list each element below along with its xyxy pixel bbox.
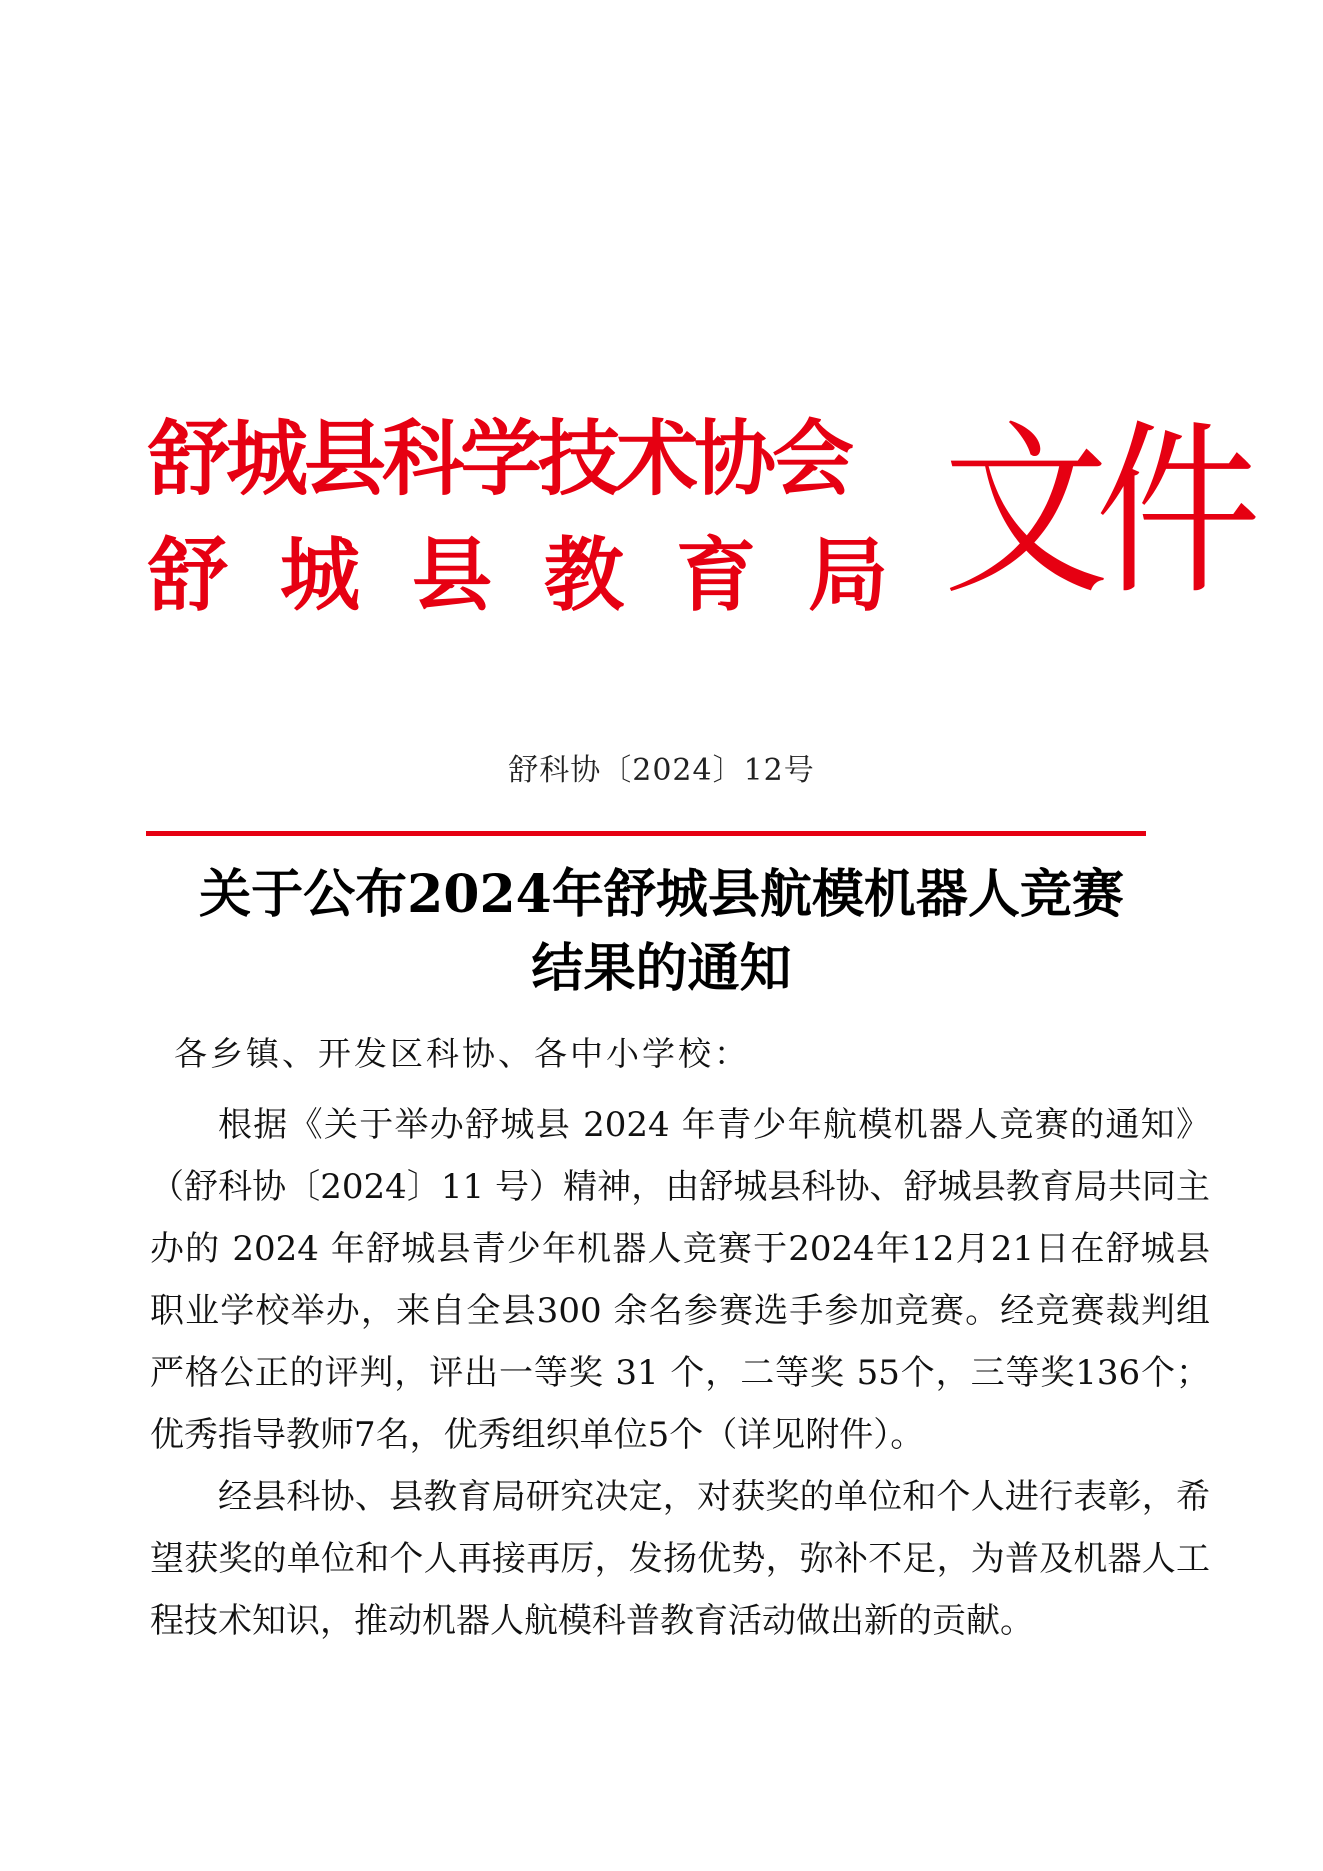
body-paragraph-2: 经县科协、县教育局研究决定，对获奖的单位和个人进行表彰，希望获奖的单位和个人再接再厉，发扬优势，弥补不足，为普及机器人工程技术知识，推动机器人航模科普教育活动做出新的贡献。	[150, 1477, 1210, 1641]
addressee: 各乡镇、开发区科协、各中小学校：	[174, 1034, 750, 1073]
document-header	[148, 398, 1247, 638]
document-body	[150, 1094, 1210, 1652]
document-title-line-2: 结果的通知	[531, 938, 792, 999]
document-number: 舒科协〔2024〕12号	[508, 753, 815, 788]
red-divider-line	[146, 831, 1146, 836]
body-paragraph-1: 根据《关于举办舒城县 2024 年青少年航模机器人竞赛的通知》（舒科协〔2024〕11 号）精神，由舒城县科协、舒城县教育局共同主办的 2024 年舒城县青少年机器人竞赛于2024年12月21日在舒城县职业学校举办，来自全县300 余名参赛选手参加竞赛。经竞赛裁判组严格公正的评判，评出一等奖 31 个，二等奖 55个，三等奖136个；优秀指导教师7名，优秀组织单位5个（详见附件）。	[150, 1105, 1210, 1455]
document-title-line-1: 关于公布2024年舒城县航模机器人竞赛	[199, 864, 1124, 925]
document-type-label: 文件	[943, 404, 1247, 621]
issuing-org-science-association: 舒城县科学技术协会	[148, 412, 851, 507]
document-title	[100, 858, 1223, 1006]
issuing-org-education-bureau: 舒城县教育局	[148, 529, 940, 622]
